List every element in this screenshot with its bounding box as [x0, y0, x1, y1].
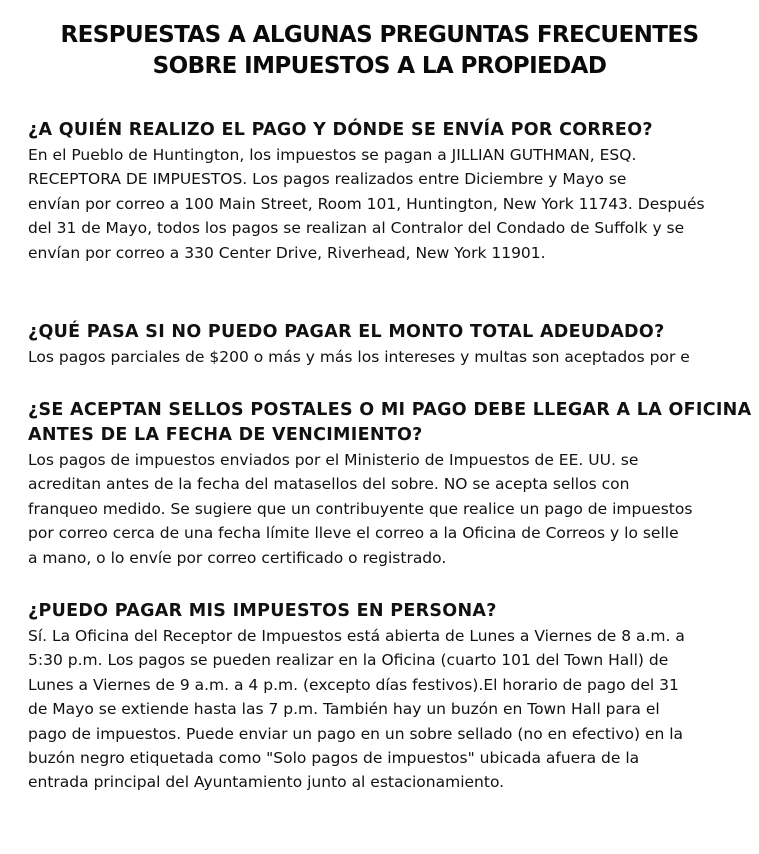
page-title-line-2: SOBRE IMPUESTOS A LA PROPIEDAD	[152, 53, 607, 79]
faq-section-postmark	[0, 398, 759, 570]
answer-line: 5:30 p.m. Los pagos se pueden realizar en la Oficina (cuarto 101 del Town Hall) de	[28, 651, 669, 670]
faq-answer	[28, 345, 759, 369]
faq-question: ¿QUÉ PASA SI NO PUEDO PAGAR EL MONTO TOTAL ADEUDADO?	[28, 322, 665, 342]
faq-question: ¿PUEDO PAGAR MIS IMPUESTOS EN PERSONA?	[28, 601, 497, 621]
answer-line: buzón negro etiquetada como "Solo pagos de impuestos" ubicada afuera de la	[28, 749, 640, 768]
answer-line: acreditan antes de la fecha del matasellos del sobre. NO se acepta sellos con	[28, 475, 630, 494]
answer-line: pago de impuestos. Puede enviar un pago en un sobre sellado (no en efectivo) en la	[28, 724, 684, 743]
faq-answer	[28, 624, 759, 795]
page-title	[0, 20, 759, 82]
answer-line: franqueo medido. Se sugiere que un contribuyente que realice un pago de impuestos	[28, 499, 693, 518]
answer-line: de Mayo se extiende hasta las 7 p.m. También hay un buzón en Town Hall para el	[28, 700, 660, 719]
faq-question: ¿A QUIÉN REALIZO EL PAGO Y DÓNDE SE ENVÍA POR CORREO?	[28, 120, 653, 140]
answer-line: Los pagos de impuestos enviados por el Ministerio de Impuestos de EE. UU. se	[28, 451, 639, 469]
answer-line: En el Pueblo de Huntington, los impuestos se pagan a JILLIAN GUTHMAN, ESQ.	[28, 146, 637, 164]
answer-line: entrada principal del Ayuntamiento junto al estacionamiento.	[28, 773, 505, 792]
faq-question	[28, 398, 759, 448]
answer-line: envían por correo a 100 Main Street, Room 101, Huntington, New York 11743. Después	[28, 194, 705, 213]
faq-answer	[28, 143, 759, 265]
answer-line: Sí. La Oficina del Receptor de Impuestos está abierta de Lunes a Viernes de 8 a.m. a	[28, 627, 685, 645]
faq-answer	[28, 448, 759, 570]
faq-section-pay-in-person	[0, 599, 759, 795]
answer-line: RECEPTORA DE IMPUESTOS. Los pagos realizados entre Diciembre y Mayo se	[28, 170, 627, 189]
answer-line: por correo cerca de una fecha límite lleve el correo a la Oficina de Correos y lo selle	[28, 524, 679, 543]
faq-question-line: ¿SE ACEPTAN SELLOS POSTALES O MI PAGO DEBE LLEGAR A LA OFICINA	[28, 400, 752, 420]
answer-line: Lunes a Viernes de 9 a.m. a 4 p.m. (excepto días festivos).El horario de pago del 31	[28, 675, 679, 694]
faq-section-partial-payment	[0, 320, 759, 369]
answer-line: Los pagos parciales de $200 o más y más los intereses y multas son aceptados por e	[28, 348, 690, 366]
faq-question-line: ANTES DE LA FECHA DE VENCIMIENTO?	[28, 425, 423, 445]
answer-line: envían por correo a 330 Center Drive, Riverhead, New York 11901.	[28, 243, 546, 262]
answer-line: del 31 de Mayo, todos los pagos se realizan al Contralor del Condado de Suffolk y se	[28, 219, 685, 238]
faq-section-who-to-pay	[0, 118, 759, 265]
answer-line: a mano, o lo envíe por correo certificado o registrado.	[28, 548, 447, 567]
page-title-line-1: RESPUESTAS A ALGUNAS PREGUNTAS FRECUENTES	[60, 22, 699, 48]
